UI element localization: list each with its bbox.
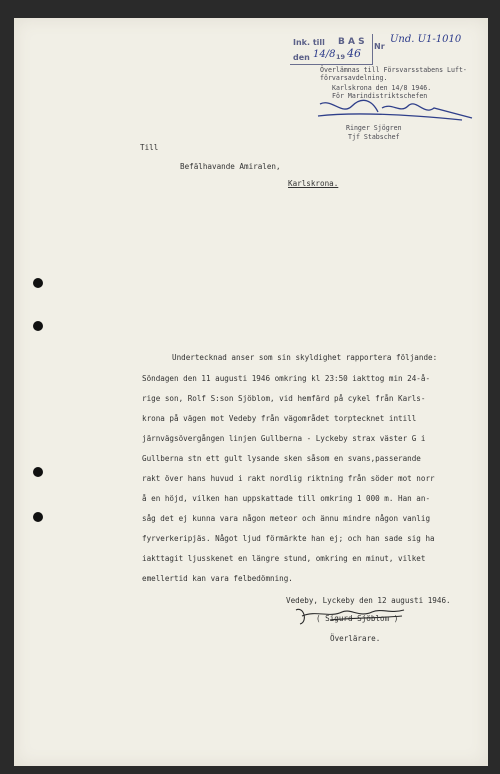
body-line: emellertid kan vara felbedömning. xyxy=(142,574,293,583)
stamp-year-hand: 46 xyxy=(347,47,361,60)
punch-hole xyxy=(33,467,43,477)
body-line: såg det ej kunna vara någon meteor och ännu mindre någon vanlig xyxy=(142,514,431,523)
forwarding-line-1: Överlämnas till Försvarsstabens Luft- xyxy=(320,66,467,74)
stamp-year-prefix: 19 xyxy=(336,53,346,61)
forwarding-signature xyxy=(312,94,477,126)
stamp-den-label: den xyxy=(293,53,310,62)
forwarding-line-4: För Marindistriktschefen xyxy=(332,92,428,100)
forwarding-name: Ringer Sjögren xyxy=(346,124,402,132)
stamp-nr-value: Und. U1-1010 xyxy=(390,34,462,45)
closing-place-date: Vedeby, Lyckeby den 12 augusti 1946. xyxy=(286,596,451,605)
body-line: krona på vägen mot Vedeby från vägområdet torptecknet intill xyxy=(142,414,417,423)
document-page xyxy=(14,18,488,766)
closing-title: Överlärare. xyxy=(330,634,381,643)
body-line: rige son, Rolf S:son Sjöblom, vid hemfärd på cykel från Karls- xyxy=(142,394,426,403)
punch-hole xyxy=(33,321,43,331)
stamp-den-date: 14/8 xyxy=(313,49,336,60)
address-city: Karlskrona. xyxy=(288,179,339,188)
forwarding-line-2: förvarsavdelning. xyxy=(320,74,388,82)
address-recipient: Befälhavande Amiralen, xyxy=(180,162,281,171)
punch-hole xyxy=(33,278,43,288)
body-line: Söndagen den 11 augusti 1946 omkring kl 23:50 iakttog min 24-å- xyxy=(142,374,431,383)
closing-name: ( Sigurd Sjöblom ) xyxy=(316,614,399,623)
punch-hole xyxy=(33,512,43,522)
forwarding-title: Tjf Stabschef xyxy=(348,133,400,141)
body-line: fyrverkeripjäs. Något ljud förmärkte han ej; och han sade sig ha xyxy=(142,534,435,543)
body-line: järnvägsövergången linjen Gullberna - Lyckeby strax väster G i xyxy=(142,434,426,443)
stamp-nr-label: Nr xyxy=(374,42,385,51)
body-line: Gullberna stn ett gult lysande sken såsom en svans,passerande xyxy=(142,454,421,463)
stamp-org: B A S xyxy=(338,37,365,47)
body-line: rakt över hans huvud i rakt nordlig riktning från söder mot norr xyxy=(142,474,435,483)
stamp-ink-label: Ink. till xyxy=(293,38,325,47)
forwarding-line-3: Karlskrona den 14/8 1946. xyxy=(332,84,432,92)
body-line: Undertecknad anser som sin skyldighet rapportera följande: xyxy=(172,353,438,362)
body-line: iakttagit ljusskenet en längre stund, omkring en minut, vilket xyxy=(142,554,426,563)
body-line: å en höjd, vilken han uppskattade till omkring 1 000 m. Han an- xyxy=(142,494,431,503)
address-till: Till xyxy=(140,143,159,152)
